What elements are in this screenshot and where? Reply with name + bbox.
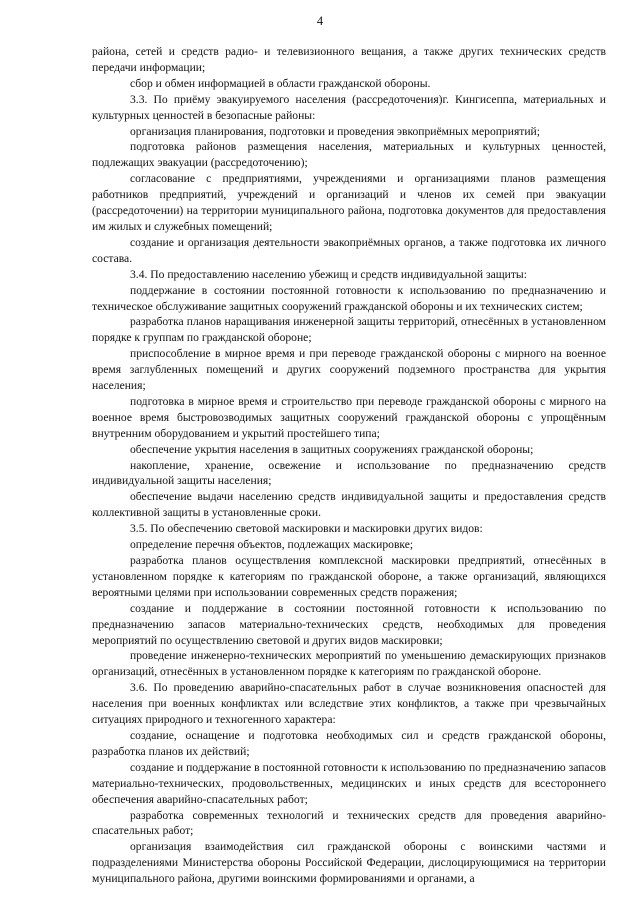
paragraph: определение перечня объектов, подлежащих маскировке; [130,538,414,552]
paragraph: сбор и обмен информацией в области гражданской обороны. [130,76,431,90]
paragraph: разработка планов осуществления комплексной маскировки предприятий, отнесённых в установленном порядке к категориям по гражданской обороне, а также организаций, являющихся вероятными целями при использовании современных средств поражения; [92,554,606,599]
document-body [92,44,606,887]
paragraph: подготовка районов размещения населения, материальных и культурных ценностей, подлежащих эвакуации (рассредоточению); [92,140,606,170]
paragraph: района, сетей и средств радио- и телевизионного вещания, а также других технических средств передачи информации; [92,45,606,74]
paragraph: поддержание в состоянии постоянной готовности к использованию по предназначению и техническое обслуживание защитных сооружений гражданской обороны и их технических систем; [92,283,606,313]
paragraph: проведение инженерно-технических мероприятий по уменьшению демаскирующих признаков организаций, отнесённых в установленном порядке к категориям по гражданской обороне. [92,649,606,679]
paragraph: обеспечение укрытия населения в защитных сооружениях гражданской обороны; [130,442,534,456]
paragraph: создание и поддержание в состоянии постоянной готовности к использованию по предназначению запасов материально-технических средств, необходимых для проведения мероприятий по осуществлению световой и других видов маскировки; [92,601,606,647]
paragraph: согласование с предприятиями, учреждениями и организациями планов размещения работников предприятий, учреждений и организаций и членов их семей при эвакуации (рассредоточении) на территории муниципального района, подготовка документов для предоставления им жилых и служебных помещений; [92,172,606,233]
paragraph: организация планирования, подготовки и проведения эвкоприёмных мероприятий; [130,124,540,138]
paragraph: подготовка в мирное время и строительство при переводе гражданской обороны с мирного на военное время быстровозводимых защитных сооружений гражданской обороны с упрощённым внутренним оборудованием и укрытий простейшего типа; [92,394,606,440]
paragraph: 3.6. По проведению аварийно-спасательных работ в случае возникновения опасностей для населения при военных конфликтах или вследствие этих конфликтов, а также при чрезвычайных ситуациях природного и техногенного характера: [92,681,606,727]
paragraph: 3.4. По предоставлению населению убежищ и средств индивидуальной защиты: [130,267,527,281]
paragraph: 3.3. По приёму эвакуируемого населения (рассредоточения)г. Кингисеппа, материальных и культурных ценностей в безопасные районы: [92,92,606,122]
page-number: 4 [316,14,324,28]
paragraph: накопление, хранение, освежение и использование по предназначению средств индивидуальной защиты населения; [92,458,606,488]
paragraph: разработка современных технологий и технических средств для проведения аварийно-спасательных работ; [92,808,606,838]
paragraph: приспособление в мирное время и при переводе гражданской обороны с мирного на военное время заглубленных помещений и других сооружений подземного пространства для укрытия населения; [92,347,606,393]
paragraph: создание, оснащение и подготовка необходимых сил и средств гражданской обороны, разработка планов их действий; [92,728,606,758]
paragraph: разработка планов наращивания инженерной защиты территорий, отнесённых в установленном порядке к группам по гражданской обороне; [92,315,606,345]
paragraph: создание и организация деятельности эвакоприёмных органов, а также подготовка их личного состава. [92,235,606,265]
paragraph: организация взаимодействия сил гражданской обороны с воинскими частями и подразделениями Министерства обороны Российской Федерации, дислоцирующимися на территории муниципального района, другими воинскими формированиями и органами, а [92,840,606,886]
paragraph: 3.5. По обеспечению световой маскировки и маскировки других видов: [130,522,483,536]
paragraph: создание и поддержание в постоянной готовности к использованию по предназначению запасов материально-технических, продовольственных, медицинских и иных средств для всестороннего обеспечения аварийно-спасательных работ; [92,760,606,806]
paragraph: обеспечение выдачи населению средств индивидуальной защиты и предоставления средств коллективной защиты в установленные сроки. [92,490,606,520]
